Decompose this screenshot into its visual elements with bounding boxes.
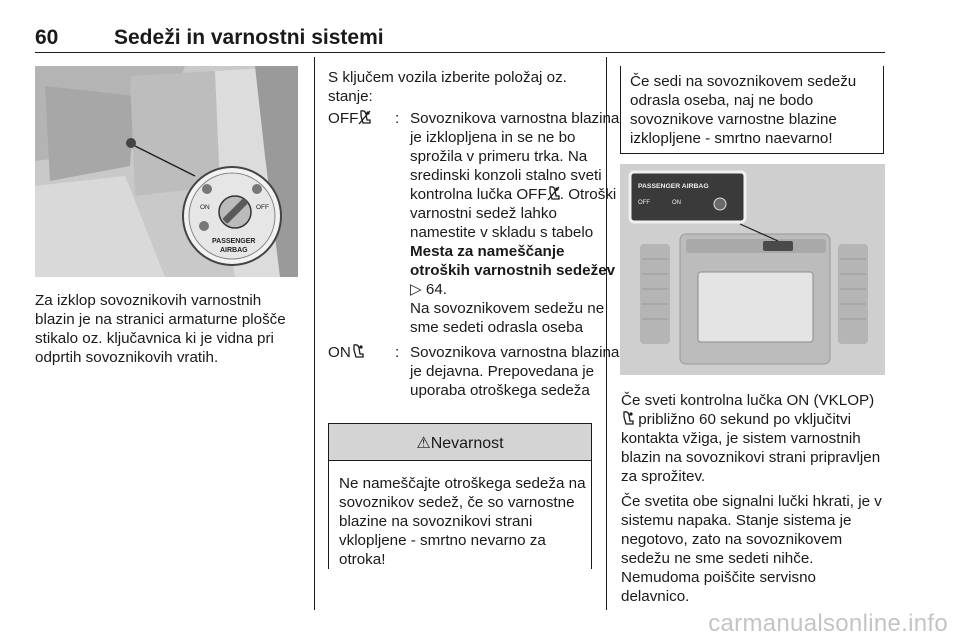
child-seat-crossed-icon	[547, 186, 560, 201]
child-seat-icon	[621, 411, 634, 426]
danger-warning-text: Ne nameščajte otroškega sedeža na sovoznikov sedež, če so varnostne blazine na sovoznikovi strani vklopljene - smrtno nevarno za otroka!	[339, 475, 586, 568]
page-number: 60	[35, 26, 59, 49]
intro-paragraph	[328, 68, 590, 106]
fig1-airbag-label: AIRBAG	[220, 247, 248, 254]
definition-off	[328, 109, 620, 337]
header-rule	[35, 52, 885, 53]
figure-center-console	[620, 164, 885, 375]
both-indicators-paragraph: Če svetita obe signalni lučki hkrati, je v sistemu napaka. Stanje sistema je negotovo, zato na sovoznikovem sedežu ne sme sedeti nihče. Nemudoma poiščite servisno delavnico.	[621, 493, 882, 605]
danger-warning-box	[328, 423, 592, 569]
off-term-label: OFF	[328, 110, 359, 127]
page-title: Sedeži in varnostni sistemi	[114, 26, 384, 49]
off-desc-part2: . Otroški varnostni sedež lahko namestite v skladu s tabelo	[410, 186, 617, 241]
off-desc-part1: Sovoznikova varnostna blazina je izklopljena in se ne bo sprožila v primeru trka. Na sredinski konzoli stalno sveti kontrolna lučka OFF	[410, 110, 620, 203]
off-description	[410, 109, 622, 337]
on-description: Sovoznikova varnostna blazina je dejavna. Prepovedana je uporaba otroškega sedeža	[410, 344, 620, 399]
child-seat-icon	[351, 344, 364, 359]
on-colon: :	[395, 344, 400, 361]
adult-passenger-note-text: Če sedi na sovoznikovem sedežu odrasla oseba, naj ne bodo sovoznikove varnostne blazine izklopljene - smrtno naevarno!	[630, 73, 857, 147]
definition-on	[328, 343, 620, 421]
fig2-passenger-airbag-label: PASSENGER AIRBAG	[638, 183, 709, 190]
fig2-off-label: OFF	[638, 200, 650, 206]
center-console-illustration	[620, 164, 885, 375]
indicator-on-text-b: približno 60 sekund po vključitvi kontakta vžiga, je sistem varnostnih blazin na sovoznikovi strani pripravljen za sprožitev.	[621, 411, 881, 485]
danger-warning-title: Nevarnost	[430, 435, 504, 452]
fig1-passenger-label: PASSENGER	[212, 238, 256, 245]
fig1-on-label: ON	[200, 204, 210, 211]
child-seat-crossed-icon	[358, 110, 371, 125]
fig2-on-label: ON	[672, 200, 681, 206]
column-divider-1	[314, 57, 315, 610]
indicator-on-text-a: Če sveti kontrolna lučka ON (VKLOP)	[621, 392, 875, 409]
child-seat-table-link[interactable]: Mesta za nameščanje otroških varnostnih sedežev	[410, 243, 616, 279]
figure-airbag-switch	[35, 66, 298, 277]
danger-warning-header	[329, 423, 591, 461]
off-desc-part3: Na sovoznikovem sedežu ne sme sedeti odrasla oseba	[410, 300, 605, 336]
watermark: carmanualsonline.info	[708, 610, 948, 637]
indicator-on-paragraph	[621, 391, 887, 486]
column3-text	[621, 391, 887, 606]
adult-passenger-note-box	[620, 66, 884, 154]
figure1-caption	[35, 291, 300, 367]
off-page-ref[interactable]: 64.	[421, 281, 448, 298]
on-term-label: ON	[328, 344, 351, 361]
page-header	[35, 26, 885, 52]
warning-triangle-icon: ⚠	[416, 435, 431, 452]
figure1-caption-text: Za izklop sovoznikovih varnostnih blazin je na stranici armaturne plošče stikalo oz. ključavnica ki je vidna pri odprtih sovoznikovih vratih.	[35, 292, 286, 366]
intro-text: S ključem vozila izberite položaj oz. stanje:	[328, 69, 567, 105]
fig1-off-label: OFF	[256, 204, 269, 211]
reference-arrow-icon: ▷	[410, 281, 422, 298]
on-term	[328, 343, 364, 362]
airbag-switch-illustration	[35, 66, 298, 277]
off-colon: :	[395, 110, 400, 127]
off-term	[328, 109, 371, 128]
